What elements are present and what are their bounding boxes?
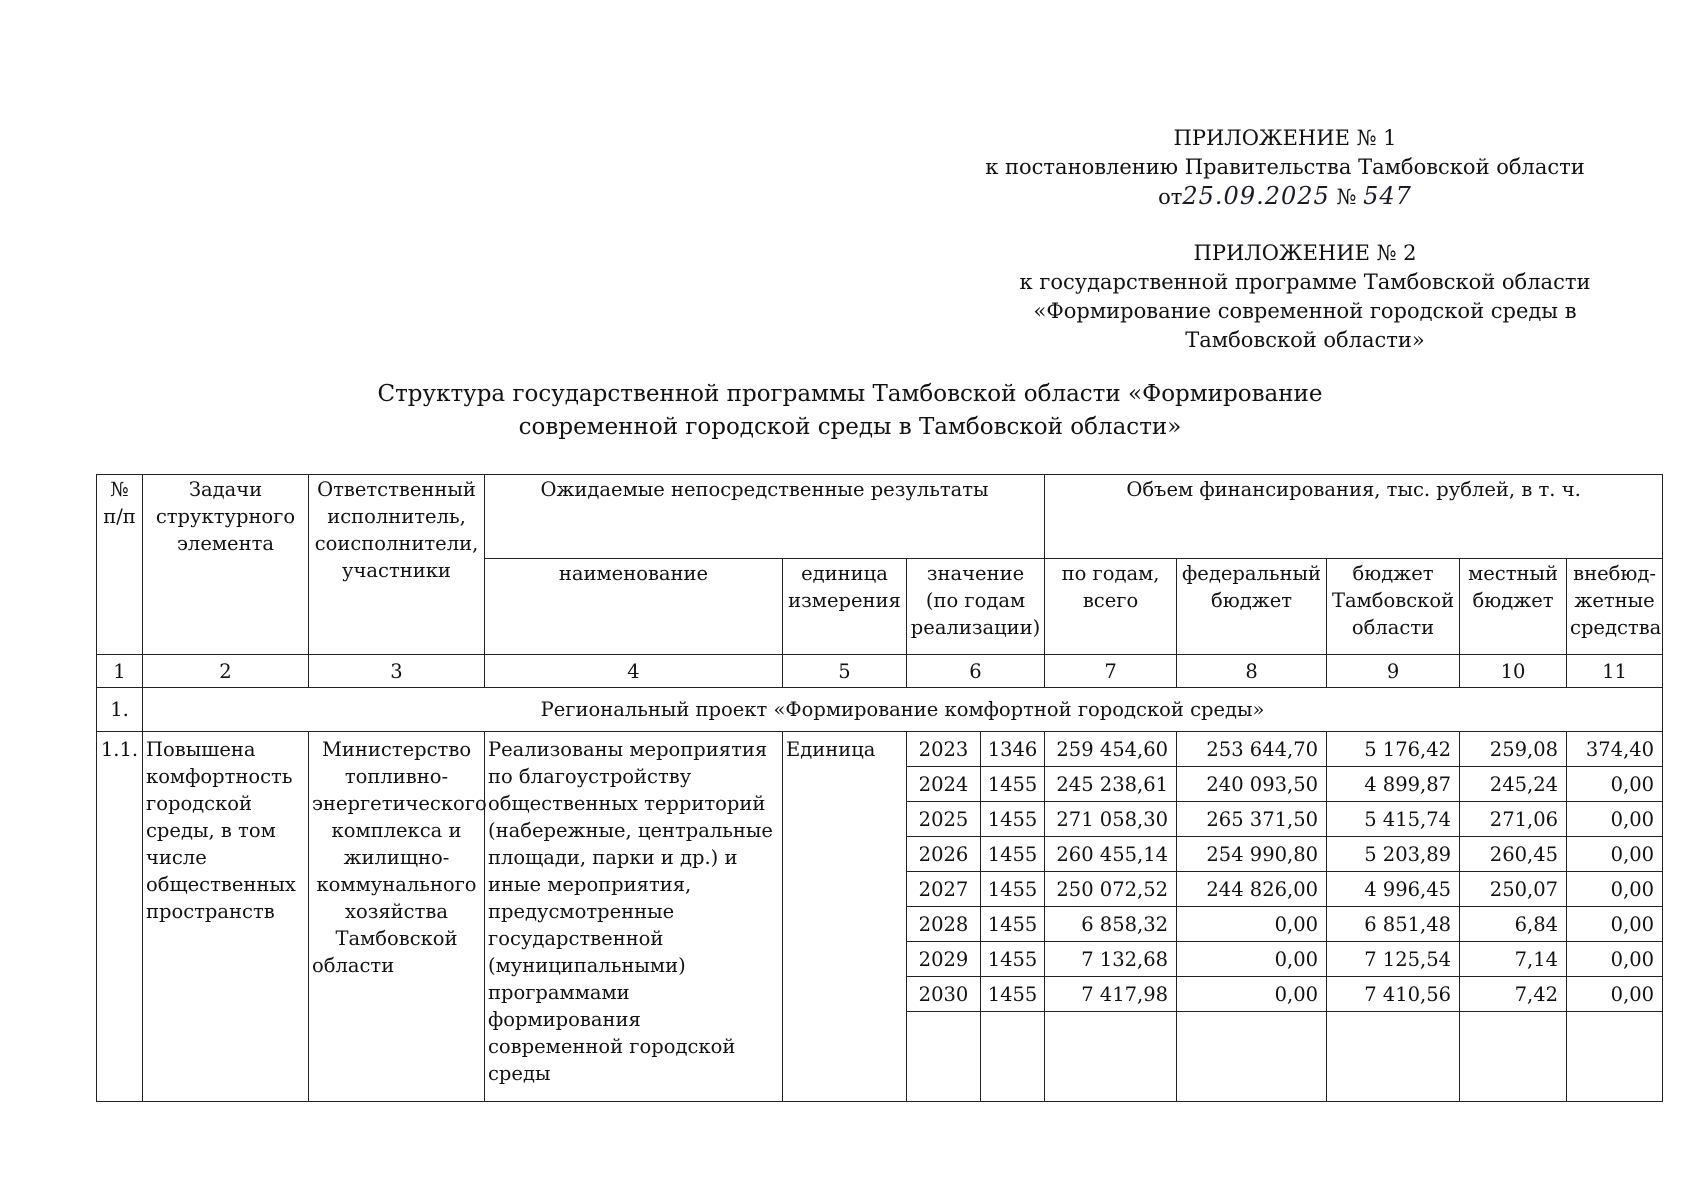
number-prefix: № [1336, 185, 1357, 209]
column-number: 1 [97, 655, 143, 688]
regional-cell: 5 176,42 [1327, 732, 1460, 767]
extra-cell: 0,00 [1567, 802, 1663, 837]
value-cell: 1455 [981, 942, 1045, 977]
header-by-years: по годам, всего [1045, 559, 1177, 655]
total-cell: 259 454,60 [1045, 732, 1177, 767]
value-cell: 1455 [981, 977, 1045, 1012]
header-federal: федеральный бюджет [1177, 559, 1327, 655]
value-cell: 1455 [981, 907, 1045, 942]
document-title-line-2: современной городской среды в Тамбовской области» [518, 414, 1182, 440]
federal-cell: 265 371,50 [1177, 802, 1327, 837]
regional-cell: 4 899,87 [1327, 767, 1460, 802]
federal-cell: 0,00 [1177, 977, 1327, 1012]
regional-cell: 6 851,48 [1327, 907, 1460, 942]
year-cell: 2030 [907, 977, 981, 1012]
regional-cell: 7 125,54 [1327, 942, 1460, 977]
column-number: 5 [783, 655, 907, 688]
column-number: 9 [1327, 655, 1460, 688]
column-number: 3 [309, 655, 485, 688]
column-number: 7 [1045, 655, 1177, 688]
local-cell: 250,07 [1460, 872, 1567, 907]
local-cell: 259,08 [1460, 732, 1567, 767]
year-cell: 2029 [907, 942, 981, 977]
federal-cell: 0,00 [1177, 942, 1327, 977]
federal-cell: 240 093,50 [1177, 767, 1327, 802]
header-value: значение (по годам реализации) [907, 559, 1045, 655]
appendix-2-title: ПРИЛОЖЕНИЕ № 2 [1193, 241, 1417, 265]
header-regional: бюджет Тамбовской области [1327, 559, 1460, 655]
handwritten-number: 547 [1363, 182, 1412, 210]
extra-cell: 374,40 [1567, 732, 1663, 767]
year-cell: 2023 [907, 732, 981, 767]
document-title [300, 378, 1400, 444]
year-cell: 2024 [907, 767, 981, 802]
header-num: № п/п [97, 475, 143, 655]
federal-cell: 254 990,80 [1177, 837, 1327, 872]
regional-cell: 7 410,56 [1327, 977, 1460, 1012]
item-unit: Единица [783, 732, 907, 1102]
appendix-2-program-line: к государственной программе Тамбовской области [1019, 270, 1591, 294]
header-expected-results: Ожидаемые непосредственные результаты [485, 475, 1045, 559]
column-number: 10 [1460, 655, 1567, 688]
regional-cell: 5 203,89 [1327, 837, 1460, 872]
local-cell: 7,14 [1460, 942, 1567, 977]
total-cell: 250 072,52 [1045, 872, 1177, 907]
total-cell: 7 132,68 [1045, 942, 1177, 977]
appendix-1-resolution-line: к постановлению Правительства Тамбовской области [985, 155, 1585, 179]
section-num: 1. [97, 688, 143, 732]
regional-cell: 4 996,45 [1327, 872, 1460, 907]
year-cell: 2025 [907, 802, 981, 837]
extra-cell: 0,00 [1567, 942, 1663, 977]
extra-cell: 0,00 [1567, 767, 1663, 802]
value-cell: 1455 [981, 872, 1045, 907]
local-cell: 260,45 [1460, 837, 1567, 872]
handwritten-date: 25.09.2025 [1182, 182, 1330, 210]
total-cell: 271 058,30 [1045, 802, 1177, 837]
value-cell: 1346 [981, 732, 1045, 767]
extra-cell: 0,00 [1567, 907, 1663, 942]
column-numbers-row [97, 655, 1663, 688]
local-cell: 245,24 [1460, 767, 1567, 802]
section-title: Региональный проект «Формирование комфортной городской среды» [143, 688, 1663, 732]
appendix-1-date-line [985, 182, 1585, 212]
column-number: 8 [1177, 655, 1327, 688]
appendix-1-block [985, 124, 1585, 212]
appendix-1-title: ПРИЛОЖЕНИЕ № 1 [1173, 126, 1397, 150]
from-prefix: от [1158, 185, 1183, 209]
extra-cell: 0,00 [1567, 872, 1663, 907]
federal-cell: 244 826,00 [1177, 872, 1327, 907]
column-number: 2 [143, 655, 309, 688]
table-row [97, 732, 1663, 767]
total-cell: 7 417,98 [1045, 977, 1177, 1012]
header-tasks: Задачи структурного элемента [143, 475, 309, 655]
year-cell: 2026 [907, 837, 981, 872]
extra-cell: 0,00 [1567, 837, 1663, 872]
total-cell: 6 858,32 [1045, 907, 1177, 942]
local-cell: 7,42 [1460, 977, 1567, 1012]
year-cell: 2027 [907, 872, 981, 907]
appendix-2-block [1005, 239, 1605, 355]
item-result: Реализованы мероприятия по благоустройству общественных территорий (набережные, центральные площади, парки и др.) и иные мероприятия, предусмотренные государственной (муниципальными) программами формирования современной городской среды [485, 732, 783, 1102]
column-number: 4 [485, 655, 783, 688]
local-cell: 6,84 [1460, 907, 1567, 942]
federal-cell: 0,00 [1177, 907, 1327, 942]
value-cell: 1455 [981, 802, 1045, 837]
item-num: 1.1. [97, 732, 143, 1102]
item-responsible: Министерство топливно-энергетического комплекса и жилищно-коммунального хозяйства Тамбовской области [309, 732, 485, 1102]
document-title-line-1: Структура государственной программы Тамбовской области «Формирование [377, 381, 1323, 407]
local-cell: 271,06 [1460, 802, 1567, 837]
column-number: 6 [907, 655, 1045, 688]
item-task: Повышена комфортность городской среды, в том числе общественных пространств [143, 732, 309, 1102]
header-responsible: Ответственный исполнитель, соисполнители, участники [309, 475, 485, 655]
header-extra: внебюд-жетные средства [1567, 559, 1663, 655]
header-unit: единица измерения [783, 559, 907, 655]
header-local: местный бюджет [1460, 559, 1567, 655]
section-row [97, 688, 1663, 732]
total-cell: 245 238,61 [1045, 767, 1177, 802]
extra-cell: 0,00 [1567, 977, 1663, 1012]
header-financing: Объем финансирования, тыс. рублей, в т. ч. [1045, 475, 1663, 559]
column-number: 11 [1567, 655, 1663, 688]
value-cell: 1455 [981, 837, 1045, 872]
header-name: наименование [485, 559, 783, 655]
value-cell: 1455 [981, 767, 1045, 802]
total-cell: 260 455,14 [1045, 837, 1177, 872]
program-structure-table [96, 474, 1663, 1102]
appendix-2-program-name-2: Тамбовской области» [1185, 328, 1425, 352]
regional-cell: 5 415,74 [1327, 802, 1460, 837]
federal-cell: 253 644,70 [1177, 732, 1327, 767]
year-cell: 2028 [907, 907, 981, 942]
appendix-2-program-name-1: «Формирование современной городской среды в [1033, 299, 1577, 323]
